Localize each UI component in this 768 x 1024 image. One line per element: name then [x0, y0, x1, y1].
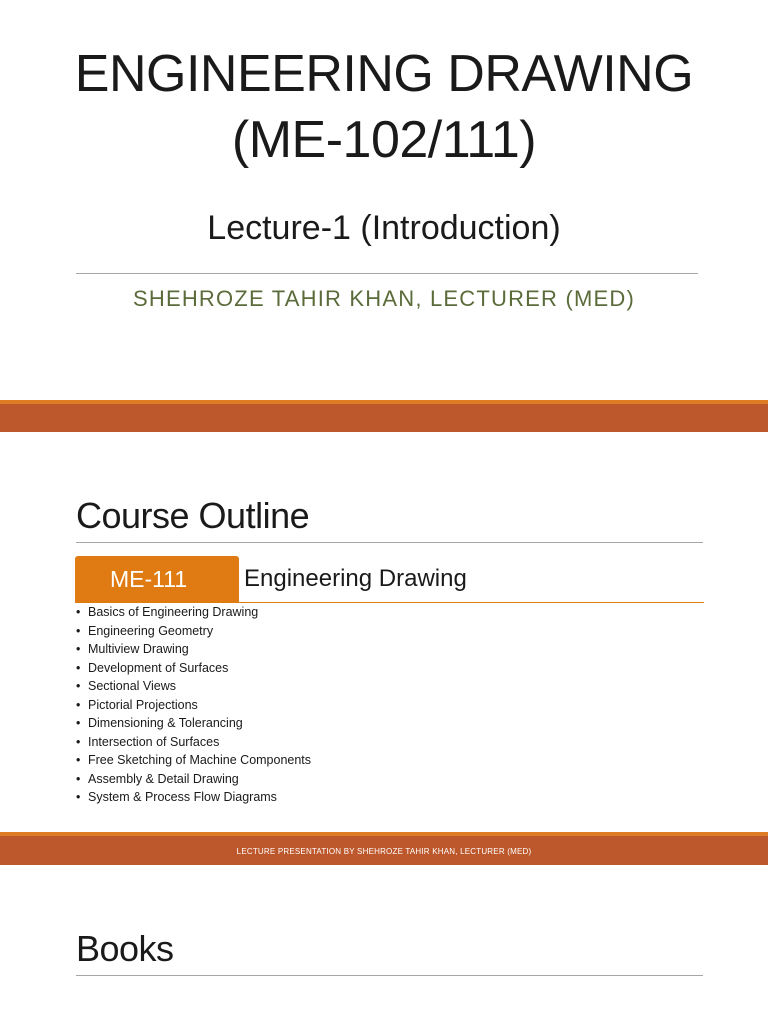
list-item: • Free Sketching of Machine Components	[76, 751, 311, 770]
bullet-icon: •	[76, 771, 81, 786]
lecture-subtitle: Lecture-1 (Introduction)	[207, 209, 561, 247]
bullet-icon: •	[76, 697, 81, 712]
divider-accent	[0, 832, 768, 836]
list-item: • Assembly & Detail Drawing	[76, 770, 311, 789]
list-item: • Pictorial Projections	[76, 696, 311, 715]
bullet-icon: •	[76, 642, 81, 656]
topic-list	[76, 603, 311, 807]
course-code: ME-111	[110, 566, 188, 592]
bullet-icon: •	[76, 753, 81, 767]
list-item: • Basics of Engineering Drawing	[76, 603, 311, 622]
list-item: • Intersection of Surfaces	[76, 733, 311, 752]
list-item: • System & Process Flow Diagrams	[76, 788, 311, 807]
title-line-2: (ME-102/111)	[231, 111, 537, 169]
title-slide	[0, 0, 768, 400]
bullet-icon: •	[76, 679, 81, 693]
author-line: SHEHROZE TAHIR KHAN, LECTURER (MED)	[132, 286, 635, 311]
bullet-icon: •	[76, 716, 81, 730]
course-title: Engineering Drawing	[244, 565, 467, 592]
slide-heading: Course Outline	[76, 495, 310, 536]
bullet-icon: •	[76, 605, 81, 619]
bullet-icon: •	[76, 790, 81, 804]
bullet-icon: •	[76, 660, 81, 675]
list-item: • Sectional Views	[76, 677, 311, 696]
list-item: • Dimensioning & Tolerancing	[76, 714, 311, 733]
books-slide	[0, 865, 768, 1024]
heading-underline	[76, 975, 703, 976]
footer-text: LECTURE PRESENTATION BY SHEHROZE TAHIR KHAN, LECTURER (MED)	[236, 847, 532, 856]
course-outline-slide	[0, 432, 768, 832]
bullet-icon: •	[76, 734, 81, 749]
list-item: • Development of Surfaces	[76, 659, 311, 678]
list-item: • Engineering Geometry	[76, 622, 311, 641]
slide-heading: Books	[76, 928, 174, 969]
title-line-1: ENGINEERING DRAWING	[74, 45, 694, 103]
heading-underline	[76, 542, 703, 543]
list-item: • Multiview Drawing	[76, 640, 311, 659]
bullet-icon: •	[76, 623, 81, 638]
slide-divider-bar	[0, 400, 768, 432]
slide-footer-bar	[0, 832, 768, 865]
course-code-badge	[75, 556, 239, 602]
divider-line	[76, 273, 698, 274]
divider-accent	[0, 400, 768, 404]
